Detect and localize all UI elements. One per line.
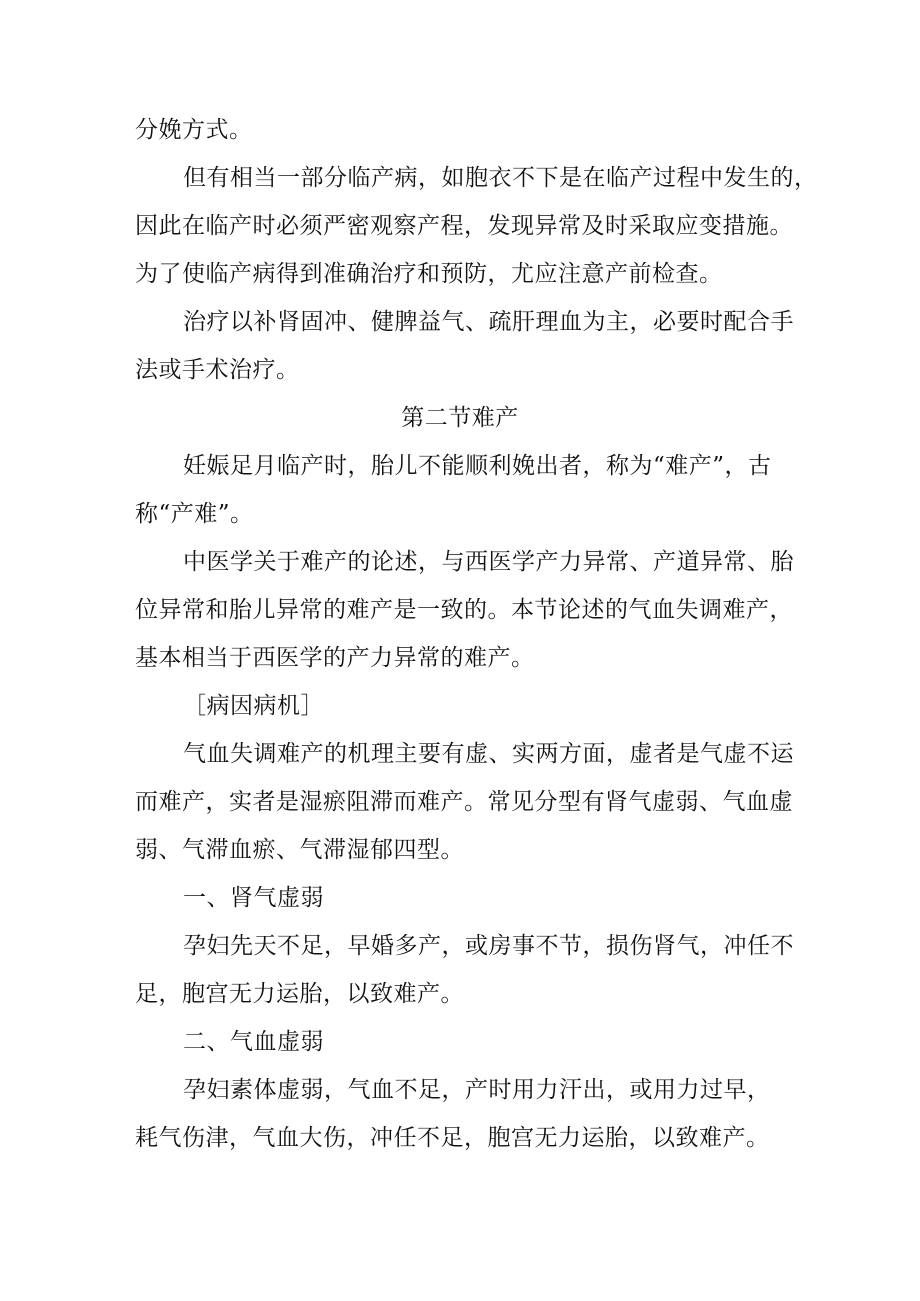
- text-line: 耗气伤津，气血大伤，冲任不足，胞宫无力运胎，以致难产。: [135, 1125, 770, 1151]
- paragraph-line: 孕妇先天不足，早婚多产，或房事不节，损伤肾气，冲任不: [183, 933, 794, 959]
- paragraph-line: 气血失调难产的机理主要有虚、实两方面，虚者是气虚不运: [183, 741, 794, 767]
- paragraph-line: 中医学关于难产的论述，与西医学产力异常、产道异常、胎: [183, 549, 794, 575]
- text-line: 因此在临产时必须严密观察产程，发现异常及时采取应变措施。: [135, 213, 793, 239]
- text-line: 称“产难”。: [135, 501, 254, 527]
- text-line: 弱、气滞血瘀、气滞湿郁四型。: [135, 837, 464, 863]
- subsection-heading: 一、肾气虚弱: [183, 885, 324, 911]
- subsection-heading: ［病因病机］: [183, 693, 324, 719]
- paragraph-line: 治疗以补肾固冲、健脾益气、疏肝理血为主，必要时配合手: [183, 309, 794, 335]
- paragraph-line: 但有相当一部分临产病，如胞衣不下是在临产过程中发生的，: [183, 165, 818, 191]
- paragraph-line: 妊娠足月临产时，胎儿不能顺利娩出者，称为“难产”，古: [183, 453, 772, 479]
- text-line: 法或手术治疗。: [135, 357, 300, 383]
- text-line: 为了使临产病得到准确治疗和预防，尤应注意产前检查。: [135, 261, 723, 287]
- text-line: 而难产，实者是湿瘀阻滞而难产。常见分型有肾气虚弱、气血虚: [135, 789, 793, 815]
- text-line: 位异常和胎儿异常的难产是一致的。本节论述的气血失调难产，: [135, 597, 793, 623]
- text-line: 足，胞宫无力运胎，以致难产。: [135, 981, 464, 1007]
- text-line: 分娩方式。: [135, 117, 253, 143]
- paragraph-line: 孕妇素体虚弱，气血不足，产时用力汗出，或用力过早，: [183, 1077, 771, 1103]
- subsection-heading: 二、气血虚弱: [183, 1029, 324, 1055]
- text-line: 基本相当于西医学的产力异常的难产。: [135, 645, 535, 671]
- section-title: 第二节难产: [401, 405, 519, 431]
